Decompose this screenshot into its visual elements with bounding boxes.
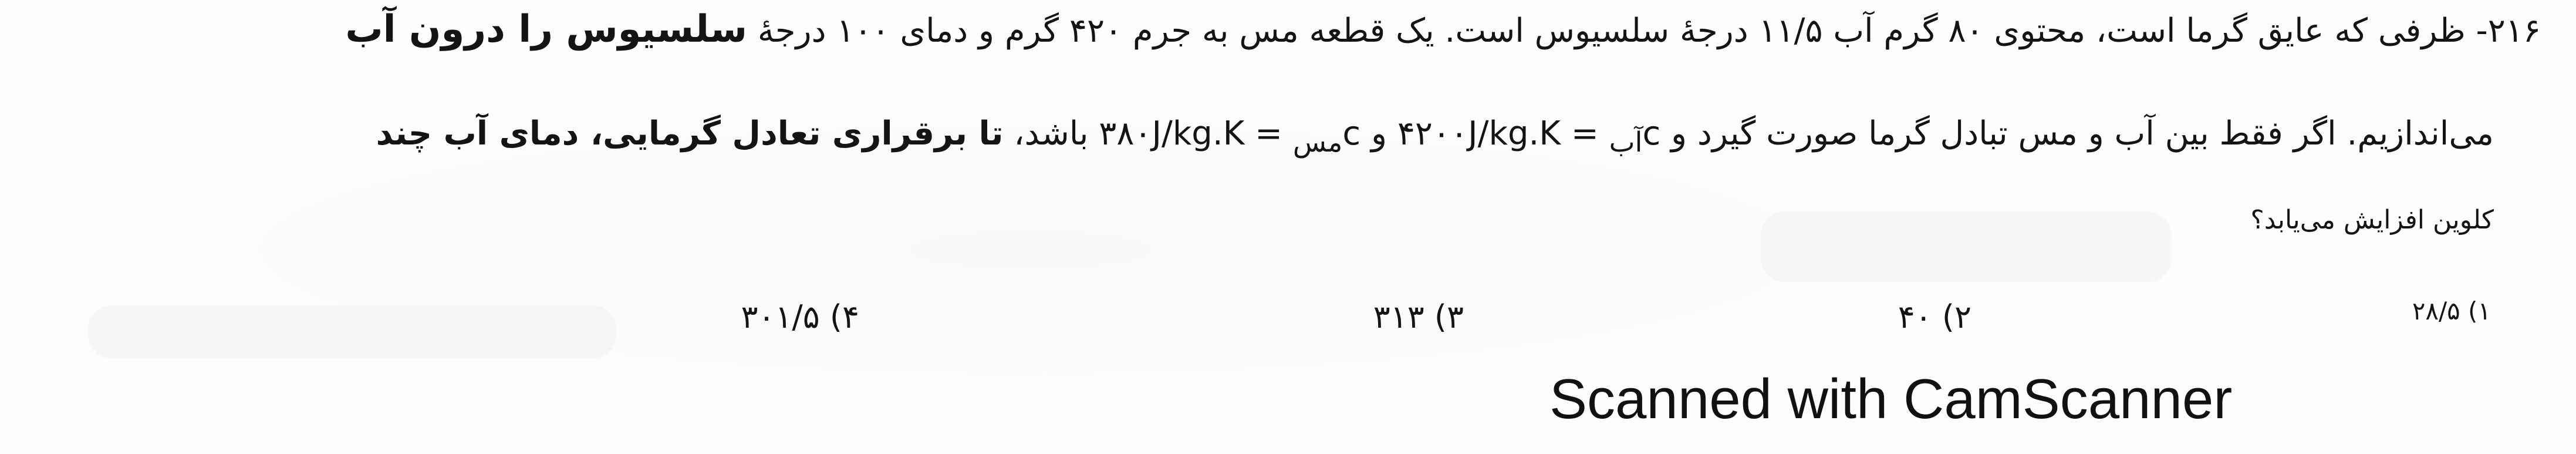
option-1[interactable]: ۲۸/۵ (۱ xyxy=(2412,297,2491,325)
option-2[interactable]: ۴۰ (۲ xyxy=(1898,298,1971,335)
question-line-1-text: ۲۱۶- ظرفی که عایق گرما است، محتوی ۸۰ گرم آب ۱۱/۵ درجهٔ سلسیوس است. یک قطعه مس به جرم ۴۲۰ گرم و دمای ۱۰۰ درجهٔ xyxy=(747,12,2541,50)
copper-specific-heat: = ۳۸۰J/kg.K باشد، xyxy=(1003,115,1293,153)
subscript-water: آب xyxy=(1609,127,1643,159)
camscanner-watermark: Scanned with CamScanner xyxy=(1549,368,2233,431)
question-line-1 xyxy=(345,6,2541,55)
question-line-2-text: می‌اندازیم. اگر فقط بین آب و مس تبادل گرما صورت گیرد و c xyxy=(1642,115,2494,153)
question-line-3 xyxy=(2250,200,2494,241)
option-4[interactable]: ۳۰۱/۵ (۴ xyxy=(741,298,859,335)
scan-smudge xyxy=(88,305,616,358)
question-line-3-text: کلوین افزایش می‌یابد؟ xyxy=(2250,205,2494,235)
water-specific-heat: = ۴۲۰۰J/kg.K و c xyxy=(1342,115,1609,153)
question-line-1-emphasis: سلسیوس را درون آب xyxy=(345,8,748,51)
question-line-2 xyxy=(376,110,2494,166)
scan-smudge xyxy=(1761,211,2172,282)
question-line-2-emphasis: تا برقراری تعادل گرمایی، دمای آب چند xyxy=(376,115,1004,153)
option-3[interactable]: ۳۱۳ (۳ xyxy=(1373,298,1464,335)
subscript-copper: مس xyxy=(1292,127,1343,159)
